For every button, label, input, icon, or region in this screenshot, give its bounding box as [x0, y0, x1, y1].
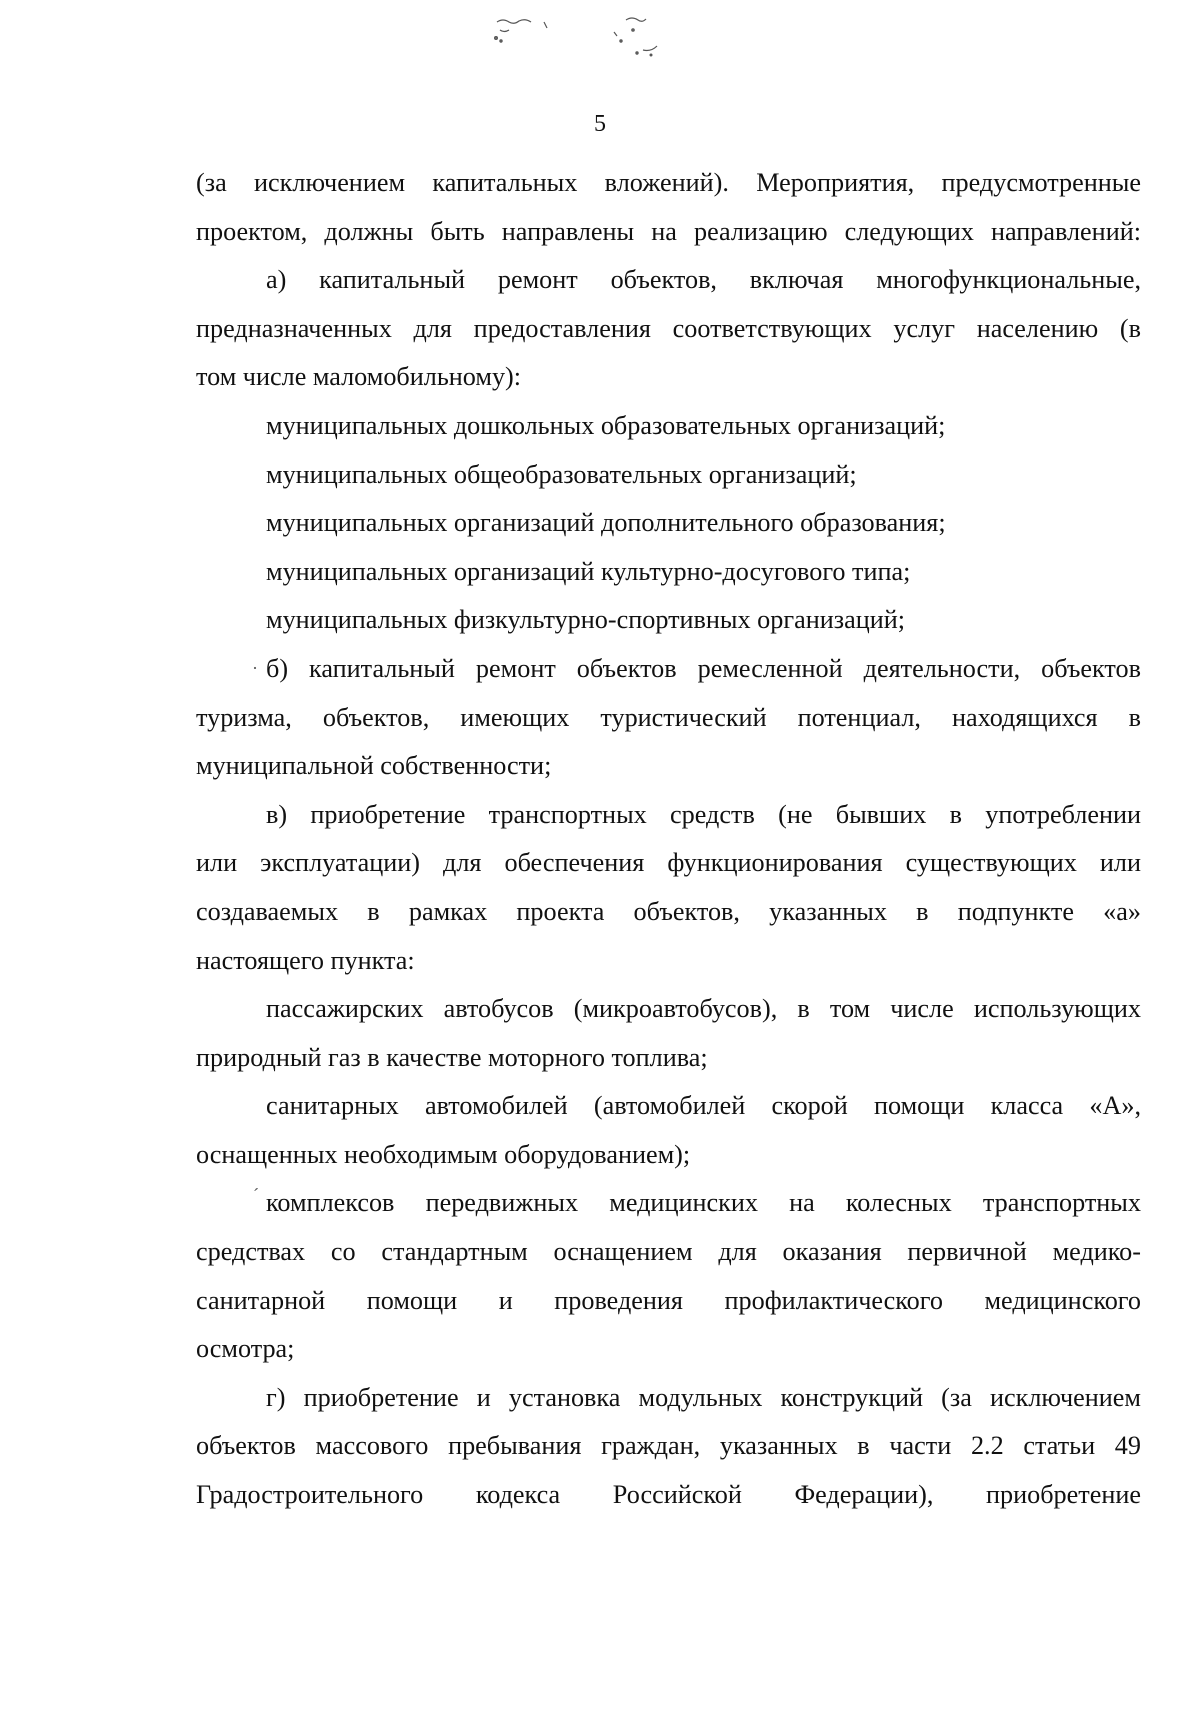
scan-speck: ·	[252, 658, 258, 678]
text-line: Градостроительного кодекса Российской Федерации), приобретение	[196, 1480, 1141, 1510]
text-line: том числе маломобильному):	[196, 362, 522, 392]
text-line: оснащенных необходимым оборудованием);	[196, 1139, 691, 1169]
text-line: или эксплуатации) для обеспечения функционирования существующих или	[196, 848, 1141, 878]
text-line: в) приобретение транспортных средств (не бывших в употреблении	[266, 799, 1141, 829]
text-line: г) приобретение и установка модульных конструкций (за исключением	[266, 1382, 1141, 1412]
scan-artifact-marks	[440, 8, 720, 78]
text-line: средствах со стандартным оснащением для оказания первичной медико-	[196, 1237, 1141, 1267]
text-line: муниципальной собственности;	[196, 751, 552, 781]
text-line: муниципальных дошкольных образовательных организаций;	[266, 410, 946, 440]
text-line: а) капитальный ремонт объектов, включая многофункциональные,	[266, 265, 1141, 295]
text-line: санитарной помощи и проведения профилактического медицинского	[196, 1285, 1141, 1315]
text-line: проектом, должны быть направлены на реализацию следующих направлений:	[196, 216, 1141, 246]
text-line: объектов массового пребывания граждан, указанных в части 2.2 статьи 49	[196, 1431, 1141, 1461]
text-line: осмотра;	[196, 1334, 295, 1364]
text-line: муниципальных общеобразовательных организаций;	[266, 459, 857, 489]
text-line: б) капитальный ремонт объектов ремесленной деятельности, объектов	[266, 653, 1141, 683]
text-line: санитарных автомобилей (автомобилей скорой помощи класса «А»,	[266, 1091, 1141, 1121]
page-number: 5	[594, 111, 606, 137]
document-body	[196, 159, 1141, 1520]
text-line: настоящего пункта:	[196, 945, 415, 975]
text-line: природный газ в качестве моторного топлива;	[196, 1042, 708, 1072]
text-line: предназначенных для предоставления соответствующих услуг населению (в	[196, 313, 1141, 343]
text-line: муниципальных организаций культурно-досугового типа;	[266, 556, 911, 586]
text-line: пассажирских автобусов (микроавтобусов), в том числе использующих	[266, 994, 1141, 1024]
text-line: создаваемых в рамках проекта объектов, указанных в подпункте «а»	[196, 896, 1141, 926]
text-line: муниципальных организаций дополнительного образования;	[266, 508, 946, 538]
text-line: комплексов передвижных медицинских на колесных транспортных	[266, 1188, 1141, 1218]
text-line: туризма, объектов, имеющих туристический потенциал, находящихся в	[196, 702, 1141, 732]
text-line: муниципальных физкультурно-спортивных организаций;	[266, 605, 906, 635]
scan-speck: ˊ	[253, 1185, 259, 1205]
text-line: (за исключением капитальных вложений). Мероприятия, предусмотренные	[196, 168, 1141, 197]
